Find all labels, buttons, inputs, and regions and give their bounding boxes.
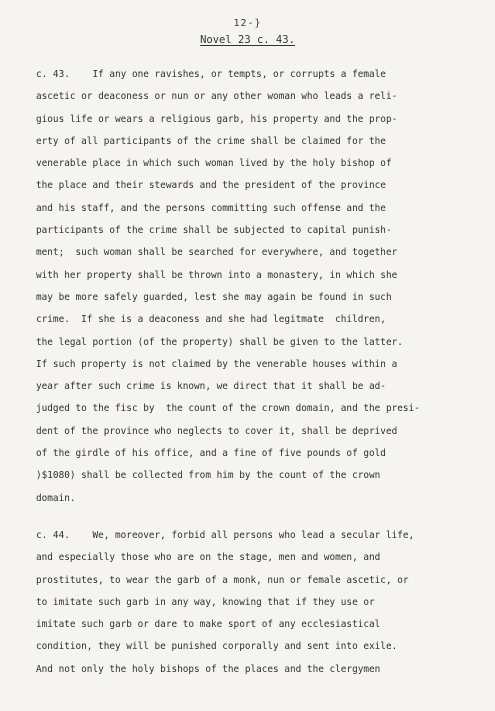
text-line: domain. [36, 492, 76, 504]
text-line: with her property shall be thrown into a monastery, in which she [36, 269, 398, 281]
text-line: c. 43. If any one ravishes, or tempts, or corrupts a female [36, 69, 386, 80]
page-number: 12-} [233, 18, 262, 29]
text-line: to imitate such garb in any way, knowing that if they use or [36, 596, 375, 608]
text-line: and his staff, and the persons committing such offense and the [36, 202, 386, 214]
paragraph-gap [36, 510, 466, 525]
text-line: prostitutes, to wear the garb of a monk, nun or female ascetic, or [36, 574, 409, 586]
text-line: and especially those who are on the stage, men and women, and [36, 552, 381, 564]
text-line: gious life or wears a religious garb, his property and the prop- [36, 113, 398, 125]
text-line: ment; such woman shall be searched for everywhere, and together [36, 247, 398, 259]
text-line: the place and their stewards and the president of the province [36, 180, 386, 192]
section-title-text: Novel 23 c. 43. [200, 34, 295, 46]
text-line: participants of the crime shall be subjected to capital punish- [36, 225, 392, 237]
text-line: the legal portion (of the property) shall be given to the latter. [36, 336, 403, 348]
document-body [36, 64, 466, 681]
section-title [0, 34, 495, 46]
text-line: If such property is not claimed by the venerable houses within a [36, 358, 398, 370]
text-line: may be more safely guarded, lest she may again be found in such [36, 291, 392, 303]
text-line: )$1080) shall be collected from him by the count of the crown [36, 470, 381, 482]
text-line: of the girdle of his office, and a fine of five pounds of gold [36, 448, 386, 460]
text-line: condition, they will be punished corporally and sent into exile. [36, 641, 398, 653]
paragraph-c44 [36, 525, 466, 681]
text-line: c. 44. We, moreover, forbid all persons who lead a secular life, [36, 529, 415, 541]
paragraph-c43 [36, 64, 466, 510]
text-line: imitate such garb or dare to make sport of any ecclesiastical [36, 619, 381, 631]
text-line: crime. If she is a deaconess and she had legitmate children, [36, 314, 386, 326]
text-line: erty of all participants of the crime shall be claimed for the [36, 135, 386, 147]
text-line: dent of the province who neglects to cover it, shall be deprived [36, 425, 398, 437]
text-line: judged to the fisc by the count of the crown domain, and the presi- [36, 403, 420, 415]
text-line: venerable place in which such woman lived by the holy bishop of [36, 158, 392, 170]
text-line: year after such crime is known, we direct that it shall be ad- [36, 381, 386, 393]
text-line: ascetic or deaconess or nun or any other woman who leads a reli- [36, 91, 398, 103]
text-line: And not only the holy bishops of the places and the clergymen [36, 663, 381, 675]
